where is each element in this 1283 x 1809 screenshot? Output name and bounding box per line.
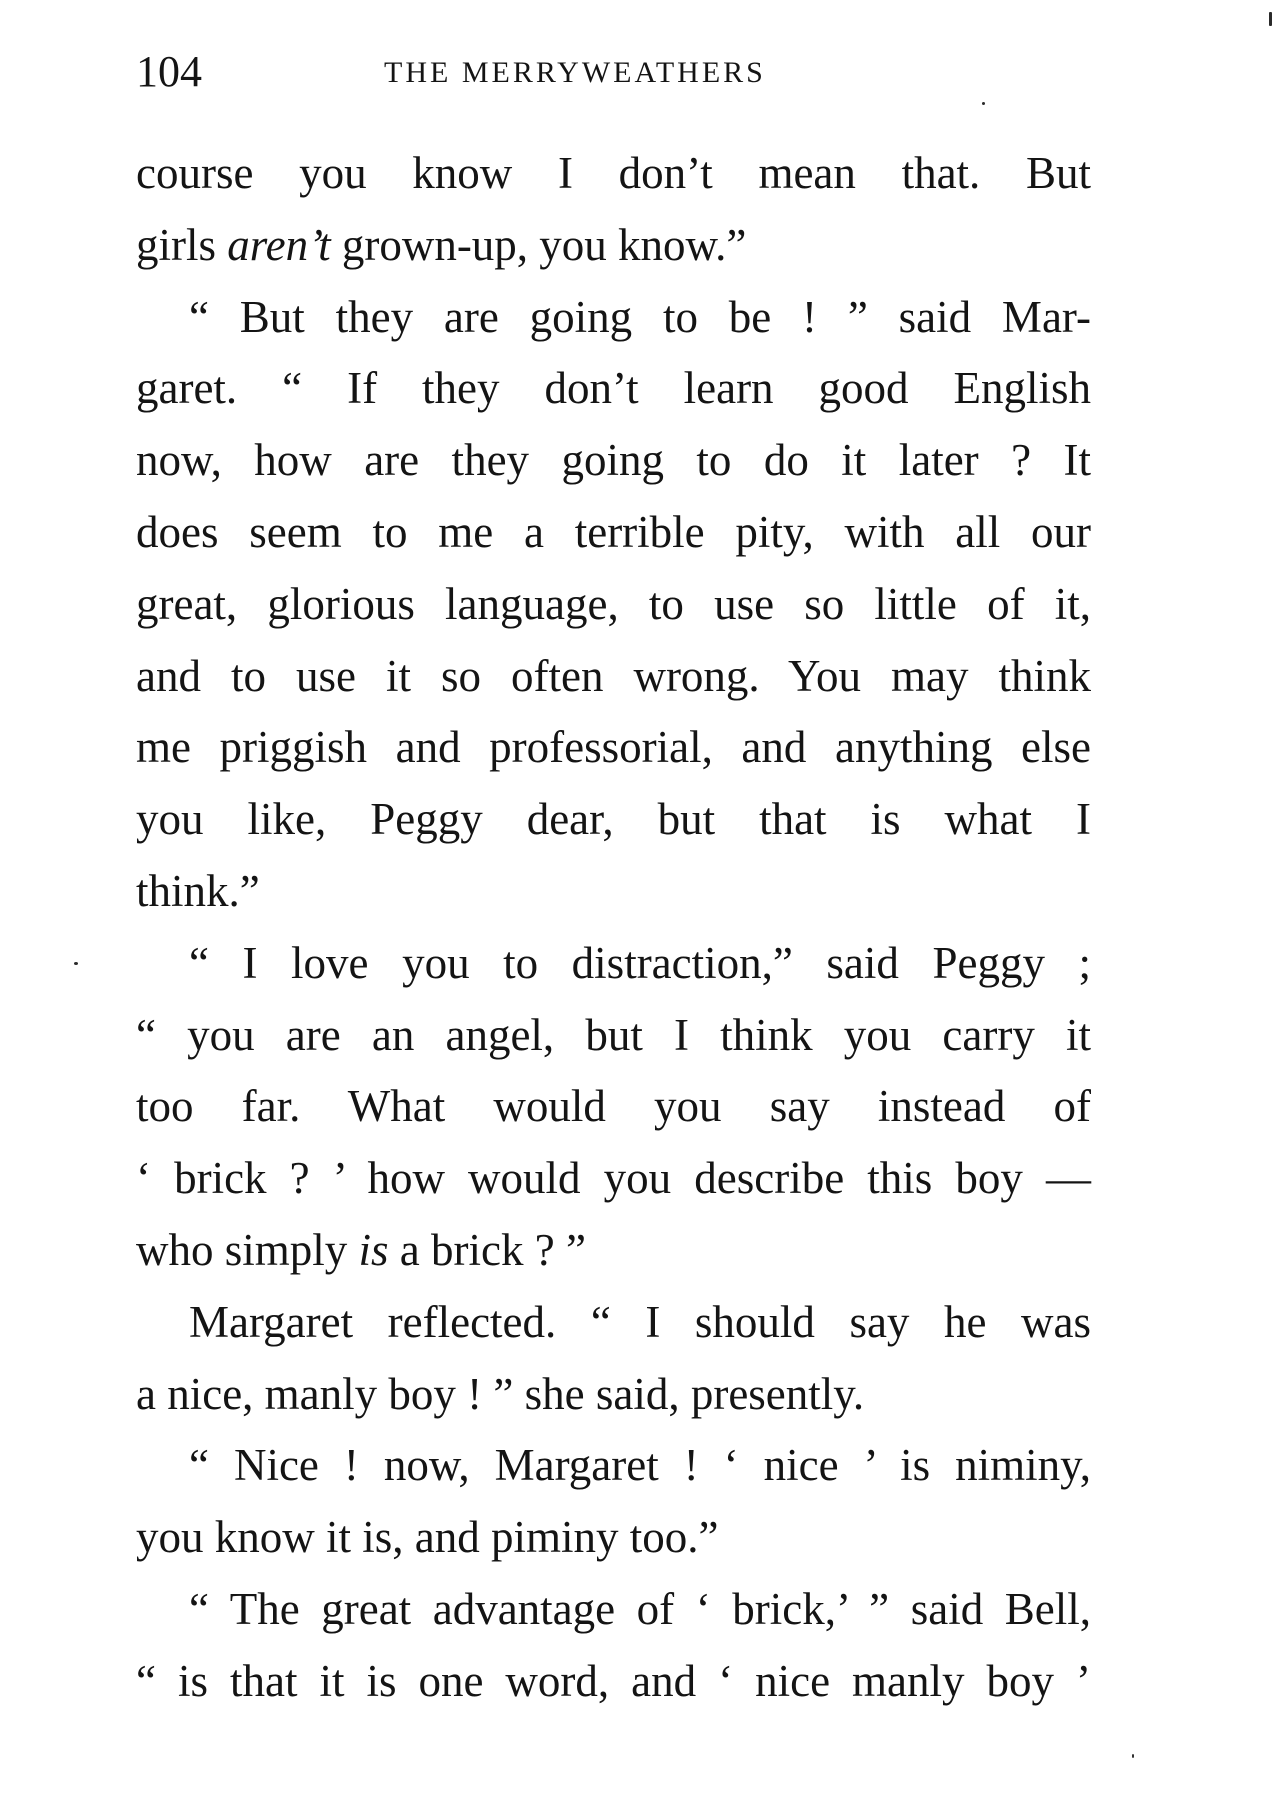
paper-speck bbox=[1269, 12, 1272, 26]
text-line: me priggish and professorial, and anything else bbox=[136, 722, 1091, 773]
text-line: “ I love you to distraction,” said Peggy ; bbox=[189, 937, 1091, 988]
page-header bbox=[136, 42, 1091, 102]
text-line: great, glorious language, to use so little of it, bbox=[136, 578, 1091, 629]
body-text bbox=[136, 138, 1091, 1718]
text-line: garet. “ If they don’t learn good English bbox=[136, 363, 1091, 414]
text-line bbox=[136, 210, 1091, 282]
text-fragment: who simply bbox=[136, 1224, 359, 1275]
text-line: “ you are an angel, but I think you carry it bbox=[136, 1009, 1091, 1060]
text-line: and to use it so often wrong. You may think bbox=[136, 650, 1091, 701]
text-line: Margaret reflected. “ I should say he was bbox=[189, 1296, 1091, 1347]
text-line: “ The great advantage of ‘ brick,’ ” said Bell, bbox=[189, 1583, 1091, 1634]
text-fragment: grown-up, you know.” bbox=[330, 219, 747, 270]
text-fragment: girls bbox=[136, 219, 228, 270]
text-line: “ Nice ! now, Margaret ! ‘ nice ’ is niminy, bbox=[189, 1440, 1091, 1491]
text-line: ‘ brick ? ’ how would you describe this boy — bbox=[136, 1153, 1091, 1204]
text-line: a nice, manly boy ! ” she said, presently. bbox=[136, 1368, 865, 1419]
text-line: “ But they are going to be ! ” said Mar- bbox=[189, 291, 1091, 342]
text-line: you like, Peggy dear, but that is what I bbox=[136, 794, 1091, 845]
text-line: too far. What would you say instead of bbox=[136, 1081, 1091, 1132]
page-number: 104 bbox=[136, 47, 202, 96]
paper-speck bbox=[982, 102, 985, 105]
text-line: course you know I don’t mean that. But bbox=[136, 148, 1091, 198]
text-line: “ is that it is one word, and ‘ nice manly boy ’ bbox=[136, 1655, 1091, 1706]
text-line: think.” bbox=[136, 865, 260, 916]
text-line bbox=[136, 1215, 1091, 1287]
paper-speck bbox=[74, 962, 78, 965]
text-fragment: a brick ? ” bbox=[388, 1224, 586, 1275]
emphasis-text: is bbox=[358, 1224, 389, 1275]
text-line: does seem to me a terrible pity, with all our bbox=[136, 506, 1091, 557]
text-line: now, how are they going to do it later ? It bbox=[136, 435, 1091, 486]
text-line: you know it is, and piminy too.” bbox=[136, 1512, 719, 1563]
running-title: THE MERRYWEATHERS bbox=[384, 56, 766, 89]
paper-speck bbox=[1132, 1754, 1134, 1758]
emphasis-text: aren’t bbox=[227, 219, 331, 270]
